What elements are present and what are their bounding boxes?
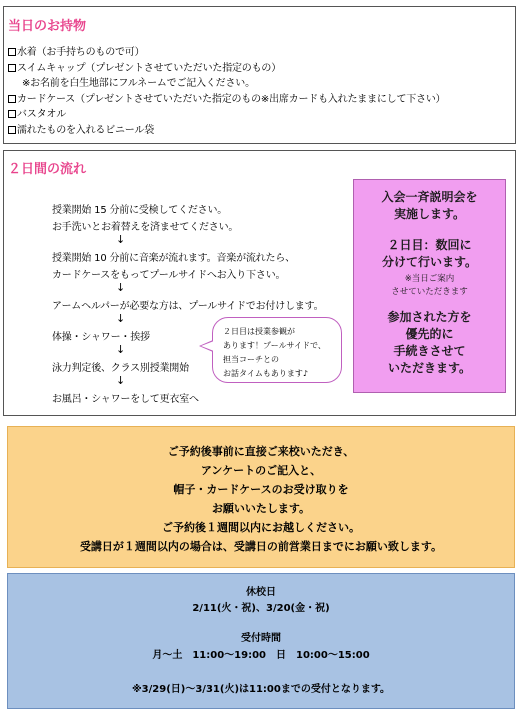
flow-step: アームヘルパーが必要な方は、プールサイドでお付けします。 bbox=[52, 301, 324, 312]
belongings-list bbox=[8, 45, 445, 139]
checkbox-icon bbox=[8, 64, 16, 72]
schedule-note: ※3/29(日)～3/31(火)は11:00までの受付となります。 bbox=[131, 684, 391, 695]
flow-step: お手洗いとお着替えを済ませてください。 bbox=[52, 222, 239, 233]
reservation-line: お願いいたします。 bbox=[211, 502, 311, 515]
list-item: 水着（お手持ちのもので可） bbox=[8, 45, 445, 61]
belongings-title: 当日のお持物 bbox=[8, 19, 87, 34]
list-item: スイムキャップ（プレゼントさせていただいた指定のもの） bbox=[8, 61, 445, 77]
name-note: ※お名前を白生地部にフルネームでご記入ください。 bbox=[22, 78, 255, 90]
checkbox-icon bbox=[8, 110, 16, 118]
flow-step: お風呂・シャワーをして更衣室へ bbox=[52, 394, 199, 405]
checkbox-icon bbox=[8, 48, 16, 56]
list-item: 濡れたものを入れるビニール袋 bbox=[8, 123, 445, 139]
panel-line: 実施します。 bbox=[393, 207, 466, 221]
list-item: バスタオル bbox=[8, 107, 445, 123]
bubble-line: お話タイムもあります♪ bbox=[223, 369, 308, 378]
reservation-section bbox=[7, 426, 515, 568]
panel-line: 参加された方を bbox=[387, 310, 472, 324]
panel-note: させていただきます bbox=[391, 287, 468, 297]
briefing-panel bbox=[353, 179, 506, 393]
arrow-down-icon: ↓ bbox=[116, 343, 126, 356]
panel-line: 入会一斉説明会を bbox=[381, 190, 478, 204]
closed-label: 休校日 bbox=[246, 587, 276, 598]
list-item: カードケース（プレゼントさせていただいた指定のもの※出席カードも入れたままにして下さい） bbox=[8, 92, 445, 108]
bubble-line: あります！プールサイドで、 bbox=[223, 341, 326, 350]
reservation-line: 受講日が１週間以内の場合は、受講日の前営業日までにお願い致します。 bbox=[79, 540, 443, 553]
hours-label: 受付時間 bbox=[241, 633, 281, 644]
bubble-line: ２日目は授業参観が bbox=[223, 327, 295, 336]
panel-note: ※当日ご案内 bbox=[404, 274, 455, 284]
arrow-down-icon: ↓ bbox=[116, 312, 126, 325]
reservation-line: ご予約後事前に直接ご来校いただき、 bbox=[167, 445, 355, 458]
reservation-line: アンケートのご記入と、 bbox=[200, 464, 322, 477]
panel-line: 分けて行います。 bbox=[381, 255, 478, 269]
reservation-line: ご予約後１週間以内にお越しください。 bbox=[162, 521, 360, 534]
flow-step: 泳力判定後、クラス別授業開始 bbox=[52, 363, 189, 374]
checkbox-icon bbox=[8, 95, 16, 103]
arrow-down-icon: ↓ bbox=[116, 233, 126, 246]
flow-step: 授業開始 15 分前に受検してください。 bbox=[52, 205, 228, 216]
belongings-section bbox=[3, 6, 516, 144]
flow-section bbox=[3, 150, 516, 416]
flow-step: カードケースをもってプールサイドへお入り下さい。 bbox=[52, 270, 286, 281]
arrow-down-icon: ↓ bbox=[116, 281, 126, 294]
flow-step: 体操・シャワー・挨拶 bbox=[52, 332, 150, 343]
panel-line: 優先的に bbox=[405, 327, 454, 341]
panel-line: 手続きさせて bbox=[393, 344, 466, 358]
closed-dates: 2/11(火・祝)、3/20(金・祝) bbox=[192, 603, 330, 614]
arrow-down-icon: ↓ bbox=[116, 374, 126, 387]
panel-line: いただきます。 bbox=[387, 361, 472, 375]
checkbox-icon bbox=[8, 126, 16, 134]
speech-bubble bbox=[212, 317, 342, 383]
flow-title: ２日間の流れ bbox=[8, 162, 87, 177]
hours-text: 月～土 11:00～19:00 日 10:00～15:00 bbox=[152, 650, 370, 661]
flow-step: 授業開始 10 分前に音楽が流れます。音楽が流れたら、 bbox=[52, 253, 295, 264]
panel-line: ２日目：数回に bbox=[387, 238, 472, 252]
bubble-line: 担当コーチとの bbox=[223, 355, 279, 364]
reservation-line: 帽子・カードケースのお受け取りを bbox=[173, 483, 349, 496]
schedule-section bbox=[7, 573, 515, 709]
